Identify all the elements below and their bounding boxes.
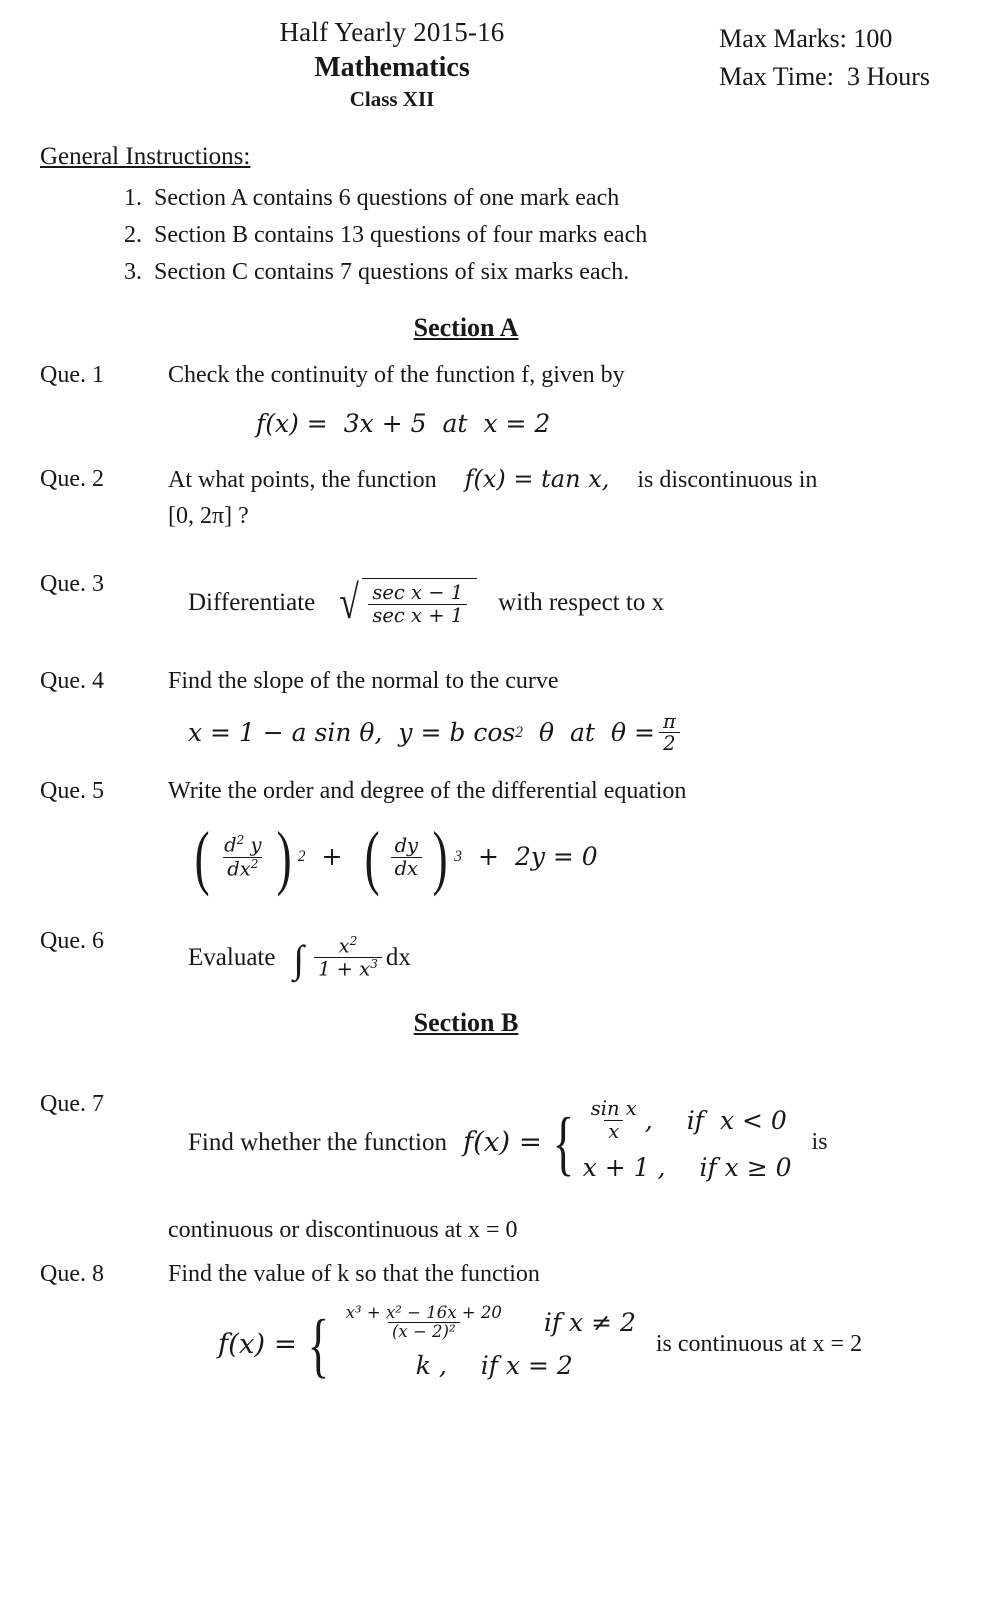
fraction-d2y-dx2 [220, 834, 265, 880]
question-label: Que. 7 [40, 1091, 104, 1118]
question-label: Que. 8 [40, 1260, 104, 1287]
power-1: 2 [297, 848, 306, 866]
sqrt-expression [336, 578, 477, 627]
formula-fx: f(x) = [218, 1327, 297, 1360]
question-text: Check the continuity of the function f, given by [168, 362, 625, 389]
question-text-before: Differentiate [188, 588, 316, 616]
fraction [314, 935, 382, 981]
fraction [587, 1098, 641, 1143]
question-label: Que. 3 [40, 570, 104, 597]
fraction-numerator: dy [394, 833, 419, 857]
case-row [338, 1304, 636, 1342]
header-meta-block [719, 16, 940, 95]
question-2 [0, 461, 992, 534]
question-text-before: Find whether the function [188, 1128, 447, 1156]
question-text-before: At what points, the function [168, 466, 437, 493]
instructions-block [0, 113, 992, 289]
question-body [168, 1086, 952, 1190]
question-text: Write the order and degree of the differential equation [168, 778, 687, 805]
case-row [583, 1098, 792, 1143]
question-formula [168, 405, 952, 443]
formula-at: at [442, 409, 468, 439]
formula-x: x = 1 − a sin θ, [188, 718, 383, 748]
fraction-numerator: sin x [590, 1097, 637, 1121]
question-5 [0, 773, 992, 898]
question-body [168, 1256, 952, 1389]
question-text: Find the value of k so that the function [168, 1260, 540, 1287]
question-label: Que. 6 [40, 927, 104, 954]
formula-fx: f(x) = [462, 1125, 542, 1158]
paren-close: ) [432, 816, 448, 898]
formula-fx: f(x) = [256, 409, 328, 439]
question-7 [0, 1086, 992, 1190]
question-3 [0, 566, 992, 631]
power-2: 3 [454, 848, 462, 866]
question-label: Que. 4 [40, 667, 104, 694]
section-b-heading: Section B [413, 1008, 519, 1038]
case-condition: if [686, 1105, 704, 1135]
fraction-numerator: x³ + x² − 16x + 20 [345, 1302, 502, 1322]
case-value: k , [415, 1351, 447, 1381]
differential-dx: dx [385, 943, 411, 971]
fraction-denominator: sec x + 1 [368, 604, 467, 627]
question-formula [168, 711, 952, 756]
integral-icon: ∫ [293, 938, 305, 982]
formula-y-variable: θ [538, 718, 555, 748]
plus-operator: + [477, 842, 499, 872]
question-7-continued: continuous or discontinuous at x = 0 [168, 1216, 518, 1243]
list-item: 2. Section B contains 13 questions of four marks each [148, 218, 940, 253]
question-6 [0, 923, 992, 985]
radical-icon: √ [339, 576, 360, 629]
question-label: Que. 1 [40, 362, 104, 389]
fraction-denominator: $1 + x^3$ [314, 957, 382, 980]
question-text-after: is continuous at x = 2 [655, 1331, 863, 1358]
paren-open: ( [194, 816, 210, 898]
question-1 [0, 357, 992, 447]
question-body [168, 663, 952, 760]
question-formula [168, 578, 952, 627]
formula-term3: 2y = 0 [514, 842, 598, 872]
formula-body: 3x + 5 [343, 409, 427, 439]
question-text: Evaluate [188, 943, 276, 971]
fraction-denominator: 2 [659, 732, 679, 755]
formula-at: at [570, 718, 595, 748]
fraction-denominator: dx [391, 857, 422, 880]
case-condition: if x ≠ 2 [543, 1307, 636, 1337]
question-formula [168, 1098, 952, 1186]
question-text [168, 461, 952, 498]
fraction-numerator: π [662, 709, 676, 733]
instructions-list [40, 181, 940, 289]
piecewise-function [544, 1098, 792, 1186]
section-a-heading: Section A [413, 313, 519, 343]
question-text-line2: [0, 2π] ? [168, 502, 249, 529]
question-body [168, 357, 952, 447]
formula-theta: θ = [610, 718, 655, 748]
question-label: Que. 2 [40, 465, 104, 492]
piecewise-function [299, 1304, 636, 1385]
brace-icon: { [552, 1101, 575, 1183]
question-formula [168, 1304, 952, 1385]
question-text-after: is [811, 1129, 828, 1156]
max-time: Max Time: 3 Hours [719, 61, 930, 91]
formula-y: y = b cos [398, 718, 516, 748]
fraction [342, 1304, 506, 1342]
case-row [583, 1149, 792, 1187]
question-formula [168, 935, 952, 981]
radicand [362, 578, 477, 627]
case-condition-value: x < 0 [719, 1105, 787, 1135]
paren-open: ( [365, 816, 380, 898]
question-text-after: with respect to x [498, 588, 665, 616]
cases-list [338, 1304, 636, 1385]
plus-operator: + [321, 842, 343, 872]
question-text-after: is discontinuous in [637, 466, 818, 493]
fraction-numerator: $d^2$ y [224, 833, 262, 857]
case-row [338, 1347, 636, 1385]
fraction-denominator: (x − 2)² [388, 1322, 460, 1341]
case-condition: if x ≥ 0 [699, 1153, 792, 1183]
question-body [168, 566, 952, 631]
case-comma: , [644, 1105, 653, 1135]
question-formula: f(x) = tan x, [464, 464, 610, 493]
list-item: 3. Section C contains 7 questions of six marks each. [148, 255, 940, 290]
question-body [168, 773, 952, 898]
fraction-denominator: $dx^2$ [223, 857, 262, 880]
question-text: Find the slope of the normal to the curve [168, 667, 559, 694]
subject-title: Mathematics [314, 51, 470, 83]
case-value: x + 1 , [582, 1153, 666, 1183]
formula-y-exponent: 2 [515, 724, 523, 742]
exam-title: Half Yearly 2015-16 [279, 17, 505, 47]
question-label: Que. 5 [40, 778, 104, 805]
list-item: 1. Section A contains 6 questions of one mark each [148, 181, 940, 216]
instructions-title: General Instructions: [40, 143, 251, 171]
formula-point: x = 2 [483, 409, 551, 439]
question-body [168, 461, 952, 534]
fraction [368, 582, 467, 627]
paren-close: ) [276, 816, 292, 898]
header-title-block [52, 16, 692, 113]
question-8 [0, 1256, 992, 1389]
question-body [168, 923, 952, 985]
brace-icon: { [307, 1303, 330, 1385]
class-label: Class XII [349, 86, 435, 111]
cases-list [583, 1098, 792, 1186]
fraction-numerator: sec x − 1 [372, 580, 464, 604]
question-formula [168, 816, 952, 898]
max-marks: Max Marks: 100 [719, 24, 893, 53]
fraction-numerator: $x^2$ [338, 933, 358, 958]
fraction [659, 711, 680, 756]
case-condition: if x = 2 [480, 1351, 573, 1381]
page-header [0, 0, 992, 113]
fraction-dy-dx [391, 835, 423, 880]
fraction-denominator: x [604, 1120, 623, 1143]
question-4 [0, 663, 992, 760]
